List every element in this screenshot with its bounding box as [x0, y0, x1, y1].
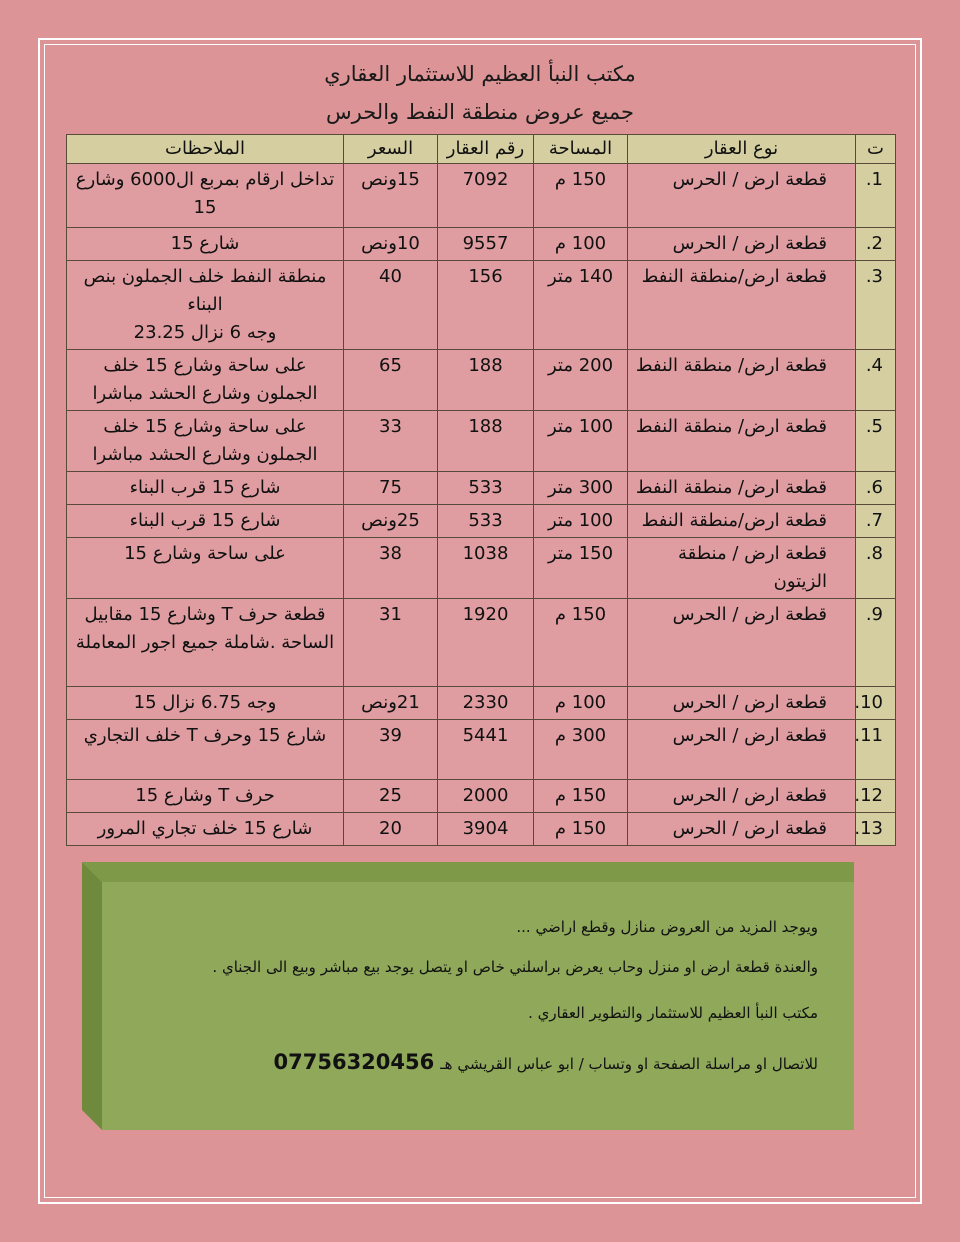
- row-index-text: 4.: [865, 355, 883, 376]
- row-price: [344, 687, 438, 720]
- table-row: [67, 813, 896, 846]
- column-header-number: رقم العقار: [438, 135, 534, 164]
- row-notes: [67, 261, 344, 350]
- row-property-type-text: قطعة ارض/منطقة النفط: [641, 266, 827, 287]
- row-property-type: [628, 228, 856, 261]
- column-header-price: السعر: [344, 135, 438, 164]
- row-notes-text: شارع 15 خلف تجاري المرور: [97, 818, 313, 839]
- row-property-number: [438, 687, 534, 720]
- row-index-text: 13.: [854, 818, 883, 839]
- row-property-number-text: 156: [468, 266, 503, 287]
- row-notes-text: شارع 15 قرب البناء: [129, 477, 281, 498]
- row-property-number: [438, 228, 534, 261]
- table-row: [67, 687, 896, 720]
- row-price: [344, 538, 438, 599]
- column-header-type: نوع العقار: [628, 135, 856, 164]
- info-office-name: مكتب النبأ العظيم للاستثمار والتطوير العقاري .: [528, 1004, 818, 1022]
- row-property-type: [628, 411, 856, 472]
- row-area-text: 300 متر: [547, 477, 614, 498]
- row-property-number: [438, 538, 534, 599]
- row-price: [344, 780, 438, 813]
- row-property-number-text: 533: [468, 477, 503, 498]
- row-area-text: 150 م: [554, 785, 607, 806]
- row-area-text: 150 م: [554, 604, 607, 625]
- row-index: [856, 350, 896, 411]
- row-notes-text: شارع 15 قرب البناء: [129, 510, 281, 531]
- table-row: [67, 228, 896, 261]
- column-header-area: المساحة: [534, 135, 628, 164]
- row-notes-text: شارع 15 وحرف T خلف التجاري: [83, 725, 327, 746]
- row-notes-text: منطقة النفط خلف الجملون بنص البناء: [83, 266, 327, 315]
- row-index: [856, 164, 896, 228]
- table-row: [67, 780, 896, 813]
- row-index: [856, 687, 896, 720]
- page-title: مكتب النبأ العظيم للاستثمار العقاري: [324, 62, 636, 86]
- row-price-text: 40: [379, 266, 402, 287]
- column-header-index: ت: [856, 135, 896, 164]
- row-property-number: [438, 720, 534, 780]
- row-property-type: [628, 720, 856, 780]
- row-notes-text: وجه 6.75 نزال 15: [133, 692, 277, 713]
- table-header-row: [67, 135, 896, 164]
- table-row: [67, 720, 896, 780]
- row-price-text: 38: [379, 543, 402, 564]
- row-area: [534, 261, 628, 350]
- offers-table: [66, 134, 896, 846]
- row-property-type: [628, 350, 856, 411]
- table-row: [67, 599, 896, 687]
- row-property-type-text: قطعة ارض / الحرس: [672, 692, 827, 713]
- row-index: [856, 813, 896, 846]
- row-notes-extra-text: وجه 6 نزال 23.25: [133, 322, 277, 343]
- row-notes: [67, 599, 344, 687]
- info-box-top-face: [82, 862, 854, 882]
- table-row: [67, 261, 896, 350]
- row-property-number-text: 2000: [462, 785, 509, 806]
- row-price-text: 21ونص: [361, 692, 420, 713]
- row-notes-text: شارع 15: [170, 233, 240, 254]
- row-price-text: 75: [379, 477, 402, 498]
- row-area: [534, 538, 628, 599]
- row-area: [534, 505, 628, 538]
- row-index-text: 8.: [865, 543, 883, 564]
- row-index: [856, 599, 896, 687]
- table-row: [67, 472, 896, 505]
- row-index-text: 1.: [865, 169, 883, 190]
- row-price: [344, 164, 438, 228]
- row-notes: [67, 538, 344, 599]
- row-price-text: 33: [379, 416, 402, 437]
- row-area: [534, 599, 628, 687]
- row-index: [856, 720, 896, 780]
- info-box-side-face: [82, 862, 102, 1130]
- row-property-number: [438, 813, 534, 846]
- row-property-number: [438, 505, 534, 538]
- row-property-number-text: 188: [468, 355, 503, 376]
- row-property-type: [628, 813, 856, 846]
- row-notes: [67, 472, 344, 505]
- row-price-text: 25ونص: [361, 510, 420, 531]
- row-index-text: 5.: [865, 416, 883, 437]
- row-property-number: [438, 411, 534, 472]
- phone-number[interactable]: 07756320456: [273, 1050, 435, 1074]
- info-more-offers: ويوجد المزيد من العروض منازل وقطع اراضي ...: [516, 918, 818, 936]
- row-area-text: 100 م: [554, 692, 607, 713]
- row-area-text: 100 متر: [547, 510, 614, 531]
- row-area: [534, 687, 628, 720]
- row-area-text: 150 م: [554, 818, 607, 839]
- row-notes-text: حرف T وشارع 15: [135, 785, 275, 806]
- row-area-text: 200 متر: [547, 355, 614, 376]
- row-price: [344, 720, 438, 780]
- row-property-type-text: قطعة ارض / الحرس: [672, 604, 827, 625]
- row-notes: [67, 720, 344, 780]
- table-row: [67, 350, 896, 411]
- info-box: [82, 862, 854, 1130]
- row-index: [856, 411, 896, 472]
- row-price: [344, 350, 438, 411]
- row-notes-text: على ساحة وشارع 15 خلف الجملون وشارع الحشد مباشرا: [92, 416, 318, 465]
- row-price-text: 39: [379, 725, 402, 746]
- table-row: [67, 164, 896, 228]
- row-index: [856, 538, 896, 599]
- row-property-type-text: قطعة ارض/ منطقة النفط: [635, 416, 827, 437]
- row-price: [344, 505, 438, 538]
- row-property-type-text: قطعة ارض/منطقة النفط: [641, 510, 827, 531]
- row-price: [344, 813, 438, 846]
- info-contact-label: للاتصال او مراسلة الصفحة او وتساب / ابو عباس القريشي هـ: [440, 1055, 818, 1073]
- row-area: [534, 813, 628, 846]
- row-index-text: 6.: [865, 477, 883, 498]
- row-property-type: [628, 687, 856, 720]
- info-contact-line: [274, 1050, 818, 1074]
- row-index: [856, 472, 896, 505]
- row-property-number-text: 3904: [462, 818, 509, 839]
- row-property-number: [438, 164, 534, 228]
- row-index-text: 7.: [865, 510, 883, 531]
- row-price: [344, 411, 438, 472]
- row-price-text: 20: [379, 818, 402, 839]
- row-property-number: [438, 780, 534, 813]
- row-price: [344, 472, 438, 505]
- row-notes: [67, 411, 344, 472]
- row-notes-text: على ساحة وشارع 15 خلف الجملون وشارع الحشد مباشرا: [92, 355, 318, 404]
- row-area: [534, 228, 628, 261]
- row-index-text: 3.: [865, 266, 883, 287]
- row-property-type-text: قطعة ارض/ منطقة النفط: [635, 477, 827, 498]
- row-notes: [67, 505, 344, 538]
- row-index: [856, 228, 896, 261]
- row-property-number-text: 7092: [462, 169, 509, 190]
- row-property-number-text: 2330: [462, 692, 509, 713]
- row-property-type: [628, 472, 856, 505]
- info-contact-note: والعندة قطعة ارض او منزل وحاب يعرض براسلني خاص او يتصل يوجد بيع مباشر وبيع الى الجناي .: [212, 958, 818, 976]
- row-property-type: [628, 505, 856, 538]
- row-price-text: 15ونص: [361, 169, 420, 190]
- row-property-type: [628, 599, 856, 687]
- row-price-text: 10ونص: [361, 233, 420, 254]
- row-index-text: 9.: [865, 604, 883, 625]
- row-property-type-text: قطعة ارض / منطقة الزيتون: [678, 543, 827, 592]
- row-area-text: 100 م: [554, 233, 607, 254]
- row-notes: [67, 164, 344, 228]
- row-property-type-text: قطعة ارض/ منطقة النفط: [635, 355, 827, 376]
- row-property-type: [628, 261, 856, 350]
- row-property-type: [628, 538, 856, 599]
- row-notes-text: قطعة حرف T وشارع 15 مقابيل الساحة .شاملة جميع اجور المعاملة: [75, 604, 335, 653]
- row-area-text: 150 متر: [547, 543, 614, 564]
- row-property-number-text: 1038: [462, 543, 509, 564]
- info-box-front: [102, 882, 854, 1130]
- row-property-type-text: قطعة ارض / الحرس: [672, 169, 827, 190]
- row-index: [856, 780, 896, 813]
- row-property-number: [438, 350, 534, 411]
- table-row: [67, 505, 896, 538]
- column-header-notes: الملاحظات: [67, 135, 344, 164]
- row-notes: [67, 780, 344, 813]
- row-area: [534, 720, 628, 780]
- row-area: [534, 411, 628, 472]
- row-property-type-text: قطعة ارض / الحرس: [672, 785, 827, 806]
- row-price: [344, 261, 438, 350]
- row-property-number: [438, 261, 534, 350]
- row-property-type: [628, 164, 856, 228]
- row-index-text: 11.: [854, 725, 883, 746]
- row-index-text: 2.: [865, 233, 883, 254]
- table-row: [67, 411, 896, 472]
- table-row: [67, 538, 896, 599]
- row-property-type-text: قطعة ارض / الحرس: [672, 233, 827, 254]
- row-property-number: [438, 599, 534, 687]
- row-property-number-text: 1920: [462, 604, 509, 625]
- row-area-text: 150 م: [554, 169, 607, 190]
- row-index: [856, 261, 896, 350]
- row-notes: [67, 228, 344, 261]
- row-notes: [67, 687, 344, 720]
- row-notes: [67, 350, 344, 411]
- row-property-number-text: 533: [468, 510, 503, 531]
- row-property-number-text: 5441: [462, 725, 509, 746]
- row-area-text: 140 متر: [547, 266, 614, 287]
- row-notes: [67, 813, 344, 846]
- row-price-text: 31: [379, 604, 402, 625]
- row-price: [344, 228, 438, 261]
- page-subtitle: جميع عروض منطقة النفط والحرس: [326, 100, 634, 124]
- row-price-text: 25: [379, 785, 402, 806]
- row-property-number: [438, 472, 534, 505]
- row-area: [534, 350, 628, 411]
- row-notes-text: تداخل ارقام بمربع ال6000 وشارع 15: [75, 169, 335, 218]
- row-property-type-text: قطعة ارض / الحرس: [672, 818, 827, 839]
- row-area: [534, 780, 628, 813]
- row-area-text: 100 متر: [547, 416, 614, 437]
- row-property-number-text: 9557: [462, 233, 509, 254]
- row-index: [856, 505, 896, 538]
- row-property-type-text: قطعة ارض / الحرس: [672, 725, 827, 746]
- row-notes-text: على ساحة وشارع 15: [124, 543, 286, 564]
- row-index-text: 10.: [854, 692, 883, 713]
- row-property-type: [628, 780, 856, 813]
- row-property-number-text: 188: [468, 416, 503, 437]
- row-price-text: 65: [379, 355, 402, 376]
- row-price: [344, 599, 438, 687]
- row-area-text: 300 م: [554, 725, 607, 746]
- row-area: [534, 472, 628, 505]
- row-area: [534, 164, 628, 228]
- row-index-text: 12.: [854, 785, 883, 806]
